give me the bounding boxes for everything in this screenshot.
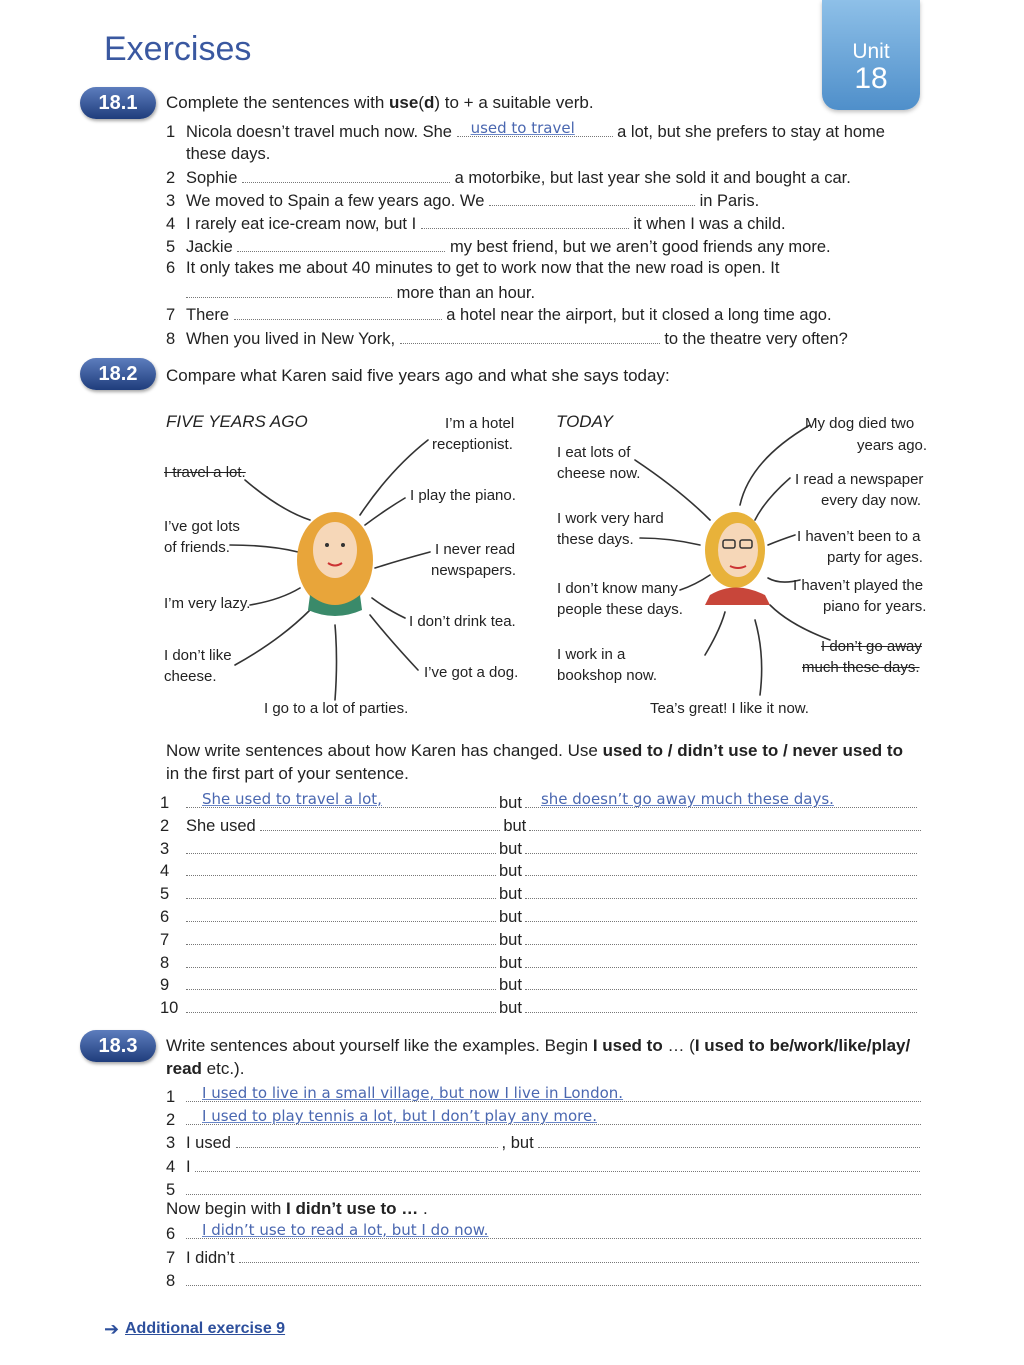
row-number: 4: [160, 862, 170, 881]
exercise-badge-18-2: 18.2: [80, 358, 156, 390]
row-number: 4: [166, 1157, 176, 1176]
exercise-18-1-instruction: Complete the sentences with use(d) to + a suitable verb.: [166, 93, 594, 112]
past-statement: I don’t drink tea.: [409, 613, 516, 630]
ex183-answer-row: [166, 1156, 920, 1177]
ex182-answer-row: [160, 883, 917, 904]
answer-field[interactable]: [525, 952, 917, 968]
past-statement: I’ve got a dog.: [424, 664, 519, 681]
arrow-right-icon: ➔: [104, 1319, 120, 1339]
ex182-answer-row: [160, 792, 917, 813]
ex182-answer-row: [160, 929, 917, 950]
answer-field[interactable]: [186, 1109, 921, 1125]
ex182-answer-row: [160, 952, 917, 973]
but-label: but: [499, 908, 522, 926]
answer-field[interactable]: [260, 815, 500, 831]
row-number: 6: [160, 908, 170, 926]
past-statement: receptionist.: [432, 436, 513, 453]
today-statement: cheese now.: [557, 465, 641, 482]
past-statement: I’m very lazy.: [164, 595, 251, 612]
answer-field[interactable]: [186, 1179, 921, 1195]
today-statement: I haven’t played the: [793, 577, 924, 594]
answer-field[interactable]: [236, 1132, 498, 1148]
past-statement: I travel a lot.: [164, 464, 246, 481]
exercise-18-2-now-instruction-cont: in the first part of your sentence.: [166, 764, 409, 783]
answer-field[interactable]: [525, 929, 917, 945]
but-label: but: [499, 930, 522, 949]
ex182-answer-row: [160, 974, 917, 995]
today-statement: every day now.: [821, 492, 922, 509]
answer-field[interactable]: [421, 213, 629, 229]
ex183-answer-row: [166, 1109, 921, 1130]
but-label: but: [499, 885, 522, 904]
ex183-answer-row: [166, 1132, 920, 1153]
but-label: but: [499, 953, 522, 972]
answer-field[interactable]: [538, 1132, 920, 1148]
today-statement: party for ages.: [827, 549, 923, 566]
row-number: 9: [160, 976, 170, 995]
answer-field[interactable]: [186, 838, 496, 854]
today-statement: I eat lots of: [557, 444, 631, 461]
row-number: 3: [166, 1134, 176, 1153]
answer-field[interactable]: [186, 906, 496, 922]
answer-field[interactable]: [489, 190, 695, 206]
karen-today-illustration: [705, 512, 770, 605]
ex181-item-1: 1 Nicola doesn’t travel much now. She used to travel a lot, but she prefers to stay at home: [166, 119, 885, 141]
past-statement: I don’t like: [164, 647, 232, 664]
today-statement: I work in a: [557, 646, 626, 663]
ex181-item-1-cont: these days.: [186, 145, 271, 163]
answer-field[interactable]: [525, 997, 917, 1013]
today-statement: I don’t go away: [821, 638, 922, 655]
answer-text: She used to travel a lot,: [202, 790, 382, 808]
past-statement: I never read: [435, 541, 516, 558]
karen-past-illustration: [297, 512, 373, 616]
today-statement: piano for years.: [823, 598, 927, 615]
row-number: 7: [160, 930, 170, 949]
answer-field[interactable]: [525, 906, 917, 922]
ex183-answer-row: [166, 1179, 921, 1200]
row-prefix: She used: [186, 816, 256, 835]
row-number: 6: [166, 1225, 176, 1243]
answer-field[interactable]: [525, 838, 917, 854]
answer-field[interactable]: [525, 792, 917, 808]
row-number: 7: [166, 1248, 176, 1267]
answer-field[interactable]: [186, 883, 496, 899]
answer-field[interactable]: [242, 167, 450, 183]
answer-field[interactable]: [186, 282, 392, 298]
row-number: 1: [166, 1088, 176, 1106]
past-statement: newspapers.: [431, 562, 517, 579]
answer-field[interactable]: [186, 997, 496, 1013]
today-statement: much these days.: [802, 659, 920, 676]
ex181-item-8: 8 When you lived in New York, to the theatre very often?: [166, 330, 848, 348]
ex181-item-3: 3 We moved to Spain a few years ago. We in Paris.: [166, 192, 760, 210]
exercise-badge-18-1: 18.1: [80, 87, 156, 119]
ex181-item-6-cont: more than an hour.: [186, 282, 535, 303]
past-statement: I play the piano.: [410, 487, 516, 504]
row-number: 2: [166, 1111, 176, 1130]
answer-field[interactable]: [525, 883, 917, 899]
row-number: 3: [160, 839, 170, 858]
answer-field[interactable]: [525, 860, 917, 876]
answer-field[interactable]: [186, 952, 496, 968]
answer-field[interactable]: [457, 121, 613, 137]
answer-field[interactable]: [400, 328, 660, 344]
unit-tab: [822, 0, 920, 110]
today-statement: My dog died two: [805, 415, 915, 432]
ex183-answer-row: [166, 1086, 921, 1107]
answer-field[interactable]: [186, 1223, 921, 1239]
ex181-item-2: 2 Sophie a motorbike, but last year she sold it and bought a car.: [166, 169, 851, 187]
past-statement: I’ve got lots: [164, 518, 240, 535]
today-statement: I work very hard: [557, 510, 664, 527]
row-connector: , but: [501, 1134, 534, 1153]
today-statement: Tea’s great! I like it now.: [650, 700, 809, 717]
today-statement: bookshop now.: [557, 667, 658, 684]
answer-text: I didn’t use to read a lot, but I do now.: [202, 1221, 489, 1239]
past-statement: I’m a hotel: [445, 415, 515, 432]
exercise-18-2-now-instruction: Now write sentences about how Karen has changed. Use used to / didn’t use to / never used to: [166, 741, 903, 760]
answer-text: I used to live in a small village, but now I live in London.: [202, 1084, 624, 1102]
ex181-item-7: 7 There a hotel near the airport, but it closed a long time ago.: [166, 306, 832, 324]
row-number: 8: [160, 953, 170, 972]
answer-field[interactable]: [186, 1270, 921, 1286]
exercise-18-3-now-instruction: Now begin with I didn’t use to … .: [166, 1199, 428, 1218]
answer-text: she doesn’t go away much these days.: [540, 790, 834, 808]
exercise-18-2-instruction: Compare what Karen said five years ago and what she says today:: [166, 366, 670, 385]
answer-field[interactable]: [186, 974, 496, 990]
ex183-answer-row: [166, 1270, 921, 1291]
unit-label: Unit: [852, 40, 890, 63]
past-statement: of friends.: [164, 539, 230, 556]
answer-field[interactable]: [239, 1247, 919, 1263]
ex182-answer-row: [160, 860, 917, 881]
today-statement: I haven’t been to a: [797, 528, 921, 545]
row-number: 5: [160, 885, 170, 904]
but-label: but: [499, 839, 522, 858]
past-statement: I go to a lot of parties.: [264, 700, 409, 717]
answer-field[interactable]: [234, 304, 442, 320]
answer-field[interactable]: [237, 236, 445, 252]
ex182-answer-row: [160, 997, 917, 1018]
answer-field[interactable]: [525, 974, 917, 990]
ex182-answer-row: [160, 815, 921, 836]
unit-number: 18: [854, 62, 888, 95]
answer-text: used to travel: [470, 119, 575, 137]
ex181-item-6: 6 It only takes me about 40 minutes to get to work now that the new road is open. It: [166, 259, 780, 277]
ex181-item-4: 4 I rarely eat ice-cream now, but I it when I was a child.: [166, 215, 786, 233]
but-label: but: [503, 816, 527, 835]
row-prefix: I: [186, 1157, 191, 1176]
but-label: but: [499, 794, 522, 812]
past-statement: cheese.: [164, 668, 217, 685]
ex182-answer-row: [160, 838, 917, 859]
ex183-answer-row: [166, 1247, 919, 1268]
row-number: 10: [160, 999, 179, 1018]
today-statement: these days.: [557, 531, 634, 548]
past-heading: FIVE YEARS AGO: [166, 412, 308, 431]
row-number: 1: [160, 794, 170, 812]
row-number: 5: [166, 1180, 176, 1199]
answer-field[interactable]: [195, 1156, 920, 1172]
today-statement: people these days.: [557, 601, 683, 618]
today-statement: I read a newspaper: [795, 471, 924, 488]
today-statement: I don’t know many: [557, 580, 678, 597]
additional-exercise-link[interactable]: Additional exercise 9: [125, 1320, 286, 1337]
answer-field[interactable]: [529, 815, 921, 831]
row-number: 2: [160, 816, 170, 835]
answer-field[interactable]: [186, 1086, 921, 1102]
today-statement: years ago.: [857, 437, 928, 454]
exercise-18-3-instruction-cont: read etc.).: [166, 1059, 245, 1078]
but-label: but: [499, 999, 522, 1018]
exercise-badge-18-3: 18.3: [80, 1030, 156, 1062]
but-label: but: [499, 862, 522, 881]
page-title: Exercises: [104, 30, 252, 68]
answer-field[interactable]: [186, 860, 496, 876]
but-label: but: [499, 976, 522, 995]
row-prefix: I used: [186, 1134, 231, 1153]
answer-field[interactable]: [186, 929, 496, 945]
ex181-item-5: 5 Jackie my best friend, but we aren’t good friends any more.: [166, 238, 831, 256]
row-number: 8: [166, 1272, 176, 1290]
answer-text: I used to play tennis a lot, but I don’t play any more.: [202, 1107, 597, 1126]
ex182-answer-row: [160, 906, 917, 927]
exercise-18-3-instruction: Write sentences about yourself like the examples. Begin I used to … (I used to be/work/like/play/: [166, 1036, 911, 1055]
ex183-answer-row: [166, 1223, 921, 1244]
row-prefix: I didn’t: [186, 1248, 235, 1267]
answer-field[interactable]: [186, 792, 496, 808]
today-heading: TODAY: [556, 412, 613, 431]
